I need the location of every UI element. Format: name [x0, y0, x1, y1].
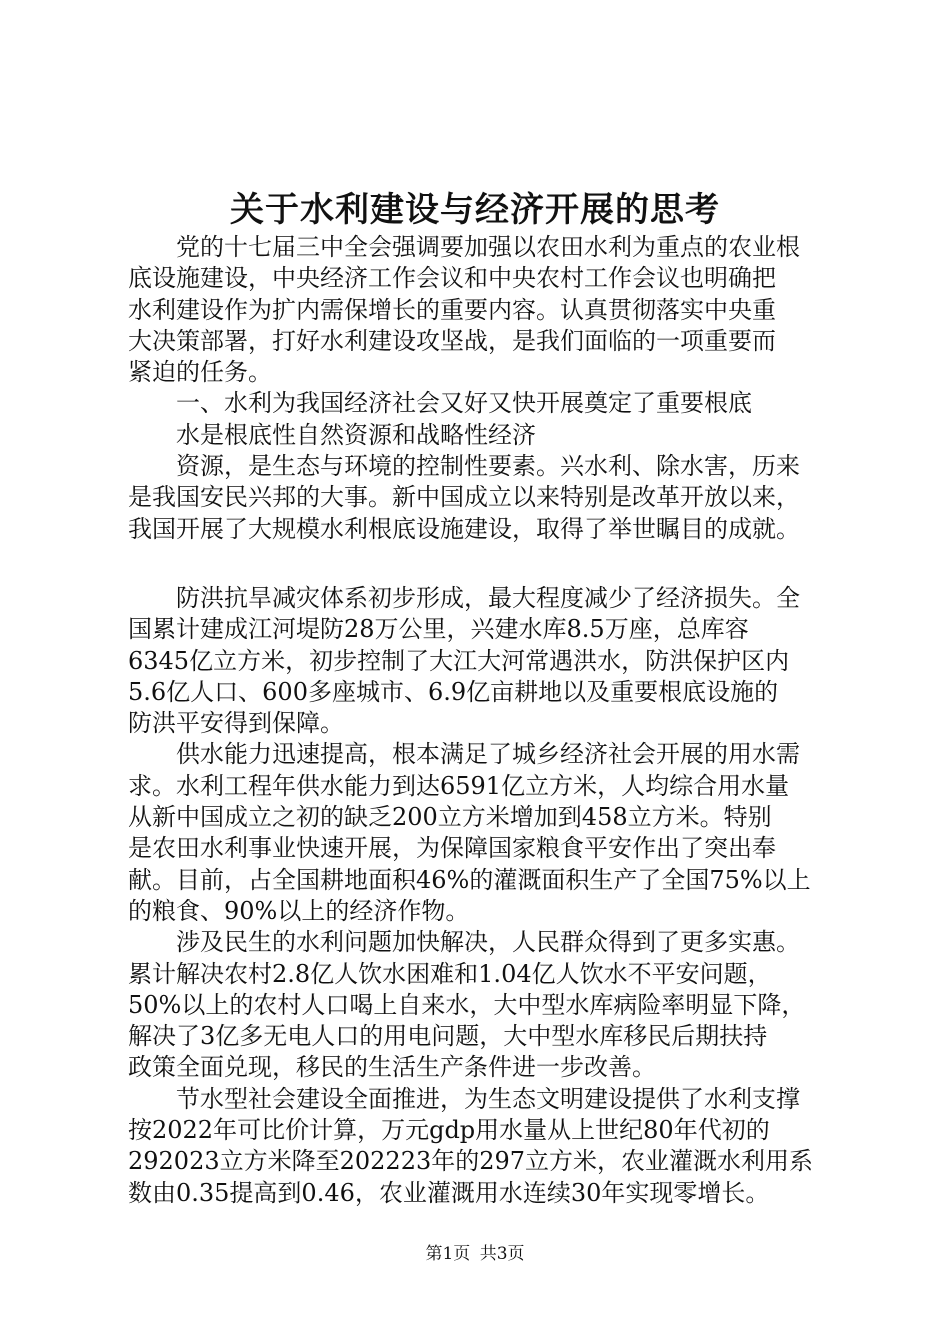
text-line: 献。目前，占全国耕地面积46%的灌溉面积生产了全国75%以上: [128, 865, 811, 894]
text-line: 累计解决农村2.8亿人饮水困难和1.04亿人饮水不平安问题，: [128, 959, 772, 988]
text-line: 水是根底性自然资源和战略性经济: [176, 420, 536, 449]
text-line: 党的十七届三中全会强调要加强以农田水利为重点的农业根: [176, 233, 800, 261]
page-total: 共3页: [479, 1244, 525, 1264]
text-line: 求。水利工程年供水能力到达6591亿立方米，人均综合用水量: [128, 771, 790, 800]
text-line: 我国开展了大规模水利根底设施建设，取得了举世瞩目的成就。: [128, 514, 800, 543]
page-number: 第1页: [425, 1244, 471, 1264]
text-line: 从新中国成立之初的缺乏200立方米增加到458立方米。特别: [128, 803, 772, 832]
text-line: 紧迫的任务。: [128, 358, 272, 387]
text-line: 涉及民生的水利问题加快解决，人民群众得到了更多实惠。: [176, 928, 800, 957]
text-line: 供水能力迅速提高，根本满足了城乡经济社会开展的用水需: [176, 740, 800, 769]
text-line: 底设施建设，中央经济工作会议和中央农村工作会议也明确把: [128, 264, 776, 293]
text-line: 50%以上的农村人口喝上自来水，大中型水库病险率明显下降，: [128, 990, 806, 1019]
text-line: 解决了3亿多无电人口的用电问题，大中型水库移民后期扶持: [128, 1022, 768, 1051]
text-line: 节水型社会建设全面推进，为生态文明建设提供了水利支撑: [176, 1084, 800, 1113]
text-line: 政策全面兑现，移民的生活生产条件进一步改善。: [128, 1053, 656, 1082]
text-line: 国累计建成江河堤防28万公里，兴建水库8.5万座，总库容: [128, 615, 749, 644]
text-line: 5.6亿人口、600多座城市、6.9亿亩耕地以及重要根底设施的: [128, 677, 779, 706]
text-line: 防洪抗旱减灾体系初步形成，最大程度减少了经济损失。全: [176, 583, 800, 612]
text-line: 是我国安民兴邦的大事。新中国成立以来特别是改革开放以来，: [128, 483, 800, 512]
document-body: [128, 232, 858, 1209]
paragraph-gap: [128, 545, 858, 583]
page-footer: [0, 1242, 950, 1266]
text-line: 的粮食、90%以上的经济作物。: [128, 896, 470, 925]
text-line: 按2022年可比价计算，万元gdp用水量从上世纪80年代初的: [128, 1116, 770, 1145]
text-line: 292023立方米降至202223年的297立方米，农业灌溉水利用系: [128, 1147, 814, 1176]
text-line: 6345亿立方米，初步控制了大江大河常遇洪水，防洪保护区内: [128, 646, 790, 675]
text-line: 数由0.35提高到0.46，农业灌溉用水连续30年实现零增长。: [128, 1178, 770, 1207]
section-heading: 一、水利为我国经济社会又好又快开展奠定了重要根底: [176, 389, 752, 418]
document-title: 关于水利建设与经济开展的思考: [230, 190, 720, 230]
text-line: 水利建设作为扩内需保增长的重要内容。认真贯彻落实中央重: [128, 295, 776, 324]
text-line: 大决策部署，打好水利建设攻坚战，是我们面临的一项重要而: [128, 326, 776, 355]
text-line: 资源，是生态与环境的控制性要素。兴水利、除水害，历来: [176, 452, 800, 481]
text-line: 防洪平安得到保障。: [128, 709, 344, 738]
text-line: 是农田水利事业快速开展，为保障国家粮食平安作出了突出奉: [128, 834, 776, 863]
